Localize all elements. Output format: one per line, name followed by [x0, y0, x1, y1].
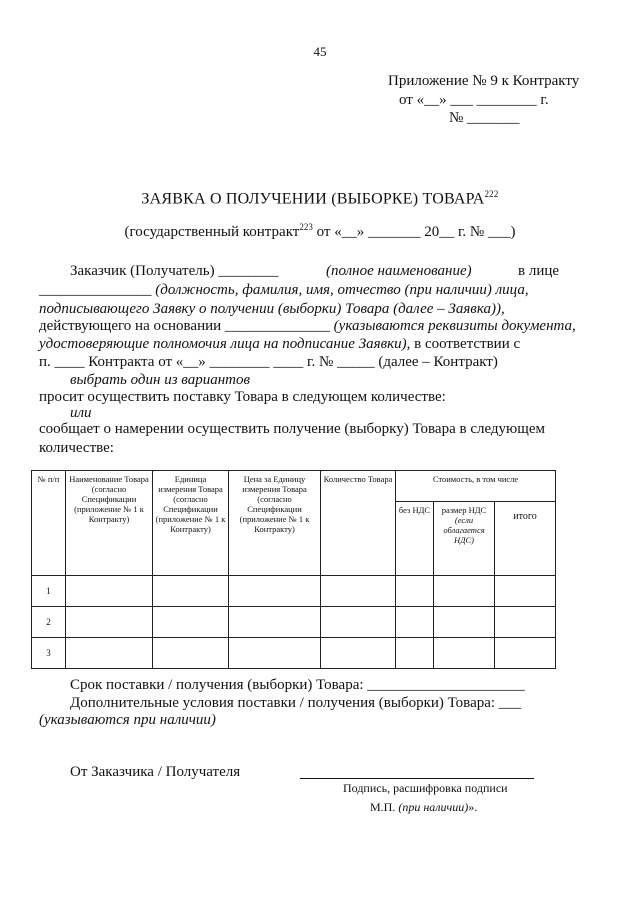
table-cell[interactable]: [495, 638, 556, 669]
title-text: ЗАЯВКА О ПОЛУЧЕНИИ (ВЫБОРКЕ) ТОВАРА: [141, 190, 485, 208]
table-cell[interactable]: [434, 607, 495, 638]
body-line-6: п. ____ Контракта от «__» ________ ____ г. № _____ (далее – Контракт): [39, 354, 498, 370]
stamp-caption-c: ».: [468, 800, 478, 814]
header-name: Наименование Товара (согласно Спецификации (приложение № 1 к Контракту): [66, 471, 153, 576]
signature-caption: Подпись, расшифровка подписи: [343, 781, 508, 795]
table-cell[interactable]: [321, 638, 396, 669]
subtitle-text-a: (государственный контракт: [124, 224, 300, 240]
body-line-2a: _______________: [39, 282, 152, 298]
table-cell[interactable]: [229, 638, 321, 669]
document-title: [0, 189, 640, 208]
body-line-4b: (указываются реквизиты документа,: [333, 318, 576, 334]
table-cell[interactable]: [66, 576, 153, 607]
table-row: [32, 607, 556, 638]
body-line-3: подписывающего Заявку о получении (выборки) Товара (далее – Заявка)),: [39, 301, 505, 317]
body-line-7: выбрать один из вариантов: [70, 372, 250, 388]
header-unit: Единица измерения Товара (согласно Спецификации (приложение № 1 к Контракту): [153, 471, 229, 576]
stamp-caption-a: М.П.: [370, 800, 399, 814]
body-line-5a: удостоверяющие полномочия лица на подписание Заявки),: [39, 336, 411, 352]
stamp-caption: [370, 800, 477, 815]
annex-line-2: от «__» ___ ________ г.: [399, 92, 549, 108]
table-cell[interactable]: [495, 576, 556, 607]
header-qty: Количество Товара: [321, 471, 396, 576]
row-number: 1: [32, 576, 66, 607]
body-line-1a: Заказчик (Получатель) ________: [70, 263, 279, 279]
table-cell[interactable]: [396, 607, 434, 638]
table-cell[interactable]: [321, 576, 396, 607]
header-cost: Стоимость, в том числе: [396, 471, 556, 502]
body-line-1b: (полное наименование): [326, 263, 472, 279]
page-number: 45: [313, 44, 327, 59]
table-cell[interactable]: [495, 607, 556, 638]
header-vat-a: размер НДС: [441, 505, 487, 515]
table-row: [32, 576, 556, 607]
row-number: 2: [32, 607, 66, 638]
body-line-9: или: [70, 405, 92, 421]
table-cell[interactable]: [396, 576, 434, 607]
subtitle-text-b: от «__» _______ 20__ г. № ___): [312, 224, 516, 240]
body-line-2: [39, 282, 529, 299]
table-cell[interactable]: [153, 576, 229, 607]
header-price: Цена за Единицу измерения Товара (согласно Спецификации (приложение № 1 к Контракту): [229, 471, 321, 576]
table-cell[interactable]: [396, 638, 434, 669]
body-line-4: [39, 318, 576, 335]
table-row: [32, 638, 556, 669]
document-subtitle: [0, 222, 640, 241]
body-line-2b: (должность, фамилия, имя, отчество (при наличии) лица,: [151, 282, 529, 298]
header-no-vat: без НДС: [396, 502, 434, 576]
delivery-term: Срок поставки / получения (выборки) Товара: _____________________: [70, 677, 525, 693]
extra-conditions: Дополнительные условия поставки / получения (выборки) Товара: ___: [70, 695, 522, 711]
body-line-4a: действующего на основании ______________: [39, 318, 334, 334]
row-number: 3: [32, 638, 66, 669]
body-line-5: [39, 336, 520, 353]
stamp-caption-b: (при наличии): [398, 800, 469, 814]
table-cell[interactable]: [434, 576, 495, 607]
body-line-5b: в соответствии с: [410, 336, 521, 352]
table-cell[interactable]: [434, 638, 495, 669]
header-total: итого: [495, 502, 556, 576]
signature-line[interactable]: [300, 777, 534, 779]
table-cell[interactable]: [66, 638, 153, 669]
body-line-10: сообщает о намерении осуществить получение (выборку) Товара в следующем: [39, 421, 545, 437]
header-vat: [434, 502, 495, 576]
table-cell[interactable]: [229, 607, 321, 638]
header-vat-b: (если облагается НДС): [443, 515, 485, 545]
extra-conditions-note: (указываются при наличии): [39, 712, 216, 728]
annex-line-1: Приложение № 9 к Контракту: [388, 73, 580, 89]
subtitle-footnote: 223: [299, 222, 313, 232]
goods-table: [31, 470, 556, 669]
table-cell[interactable]: [66, 607, 153, 638]
body-line-1c: в лице: [518, 263, 560, 279]
header-num: № п/п: [32, 471, 66, 576]
title-footnote: 222: [484, 189, 499, 199]
table-cell[interactable]: [229, 576, 321, 607]
annex-line-3: № _______: [449, 110, 520, 126]
body-line-11: количестве:: [39, 440, 114, 456]
table-cell[interactable]: [321, 607, 396, 638]
table-cell[interactable]: [153, 607, 229, 638]
table-cell[interactable]: [153, 638, 229, 669]
from-customer: От Заказчика / Получателя: [70, 764, 241, 780]
body-line-8: просит осуществить поставку Товара в следующем количестве:: [39, 389, 446, 405]
